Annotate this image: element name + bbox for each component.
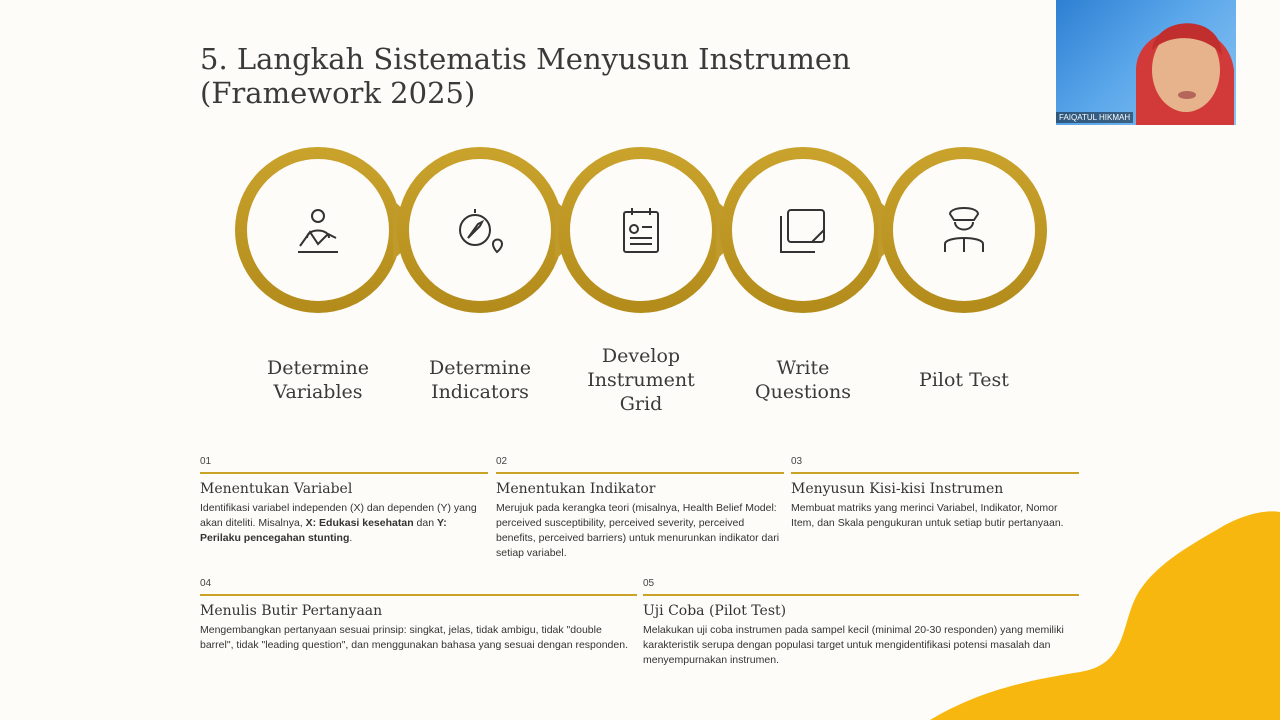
step-label-4: Write Questions: [755, 357, 851, 403]
step-label-3: Develop Instrument Grid: [587, 345, 695, 415]
step-card-5: [643, 578, 1079, 668]
step-card-4: [200, 578, 637, 653]
card-heading: Menyusun Kisi-kisi Instrumen: [791, 481, 1004, 497]
card-number: 05: [643, 578, 655, 589]
card-heading: Menulis Butir Pertanyaan: [200, 603, 383, 619]
card-body: Identifikasi variabel independen (X) dan dependen (Y) yang akan diteliti. Misalnya, X: Edukasi kesehatan dan Y: Perilaku pencegahan stunting.: [200, 502, 477, 544]
step-card-2: [496, 456, 784, 561]
card-heading: Menentukan Variabel: [200, 481, 353, 497]
card-number: 01: [200, 456, 212, 467]
card-body: Merujuk pada kerangka teori (misalnya, Health Belief Model: perceived susceptibility, perceived severity, perceived benefits, perceived barriers) untuk menurunkan indikator dari setiap variabel.: [496, 502, 780, 559]
webcam-feed: [1056, 0, 1236, 125]
step-label-2: Determine Indicators: [428, 357, 531, 403]
card-body: Melakukan uji coba instrumen pada sampel kecil (minimal 20-30 responden) yang memiliki karakteristik serupa dengan populasi target untuk mengidentifikasi potensi masalah dan menyempurnakan instrumen.: [643, 624, 1064, 666]
card-number: 03: [791, 456, 803, 467]
step-label-1: Determine Variables: [266, 357, 369, 403]
presenter-video: [1056, 0, 1236, 125]
card-heading: Menentukan Indikator: [496, 481, 656, 497]
card-heading: Uji Coba (Pilot Test): [643, 603, 787, 619]
card-number: 04: [200, 578, 212, 589]
card-body: Mengembangkan pertanyaan sesuai prinsip: singkat, jelas, tidak ambigu, tidak "double barrel", tidak "leading question", dan menggunakan bahasa yang sesuai dengan responden.: [200, 624, 628, 651]
card-body: Membuat matriks yang merinci Variabel, Indikator, Nomor Item, dan Skala pengukuran untuk setiap butir pertanyaan.: [791, 502, 1064, 529]
card-number: 02: [496, 456, 508, 467]
step-card-3: [791, 456, 1079, 531]
step-label-5: Pilot Test: [919, 369, 1009, 391]
participant-name: FAIQATUL HIKMAH: [1056, 112, 1133, 123]
slide-title: 5. Langkah Sistematis Menyusun Instrumen (Framework 2025): [200, 42, 851, 110]
step-card-1: [200, 456, 488, 546]
